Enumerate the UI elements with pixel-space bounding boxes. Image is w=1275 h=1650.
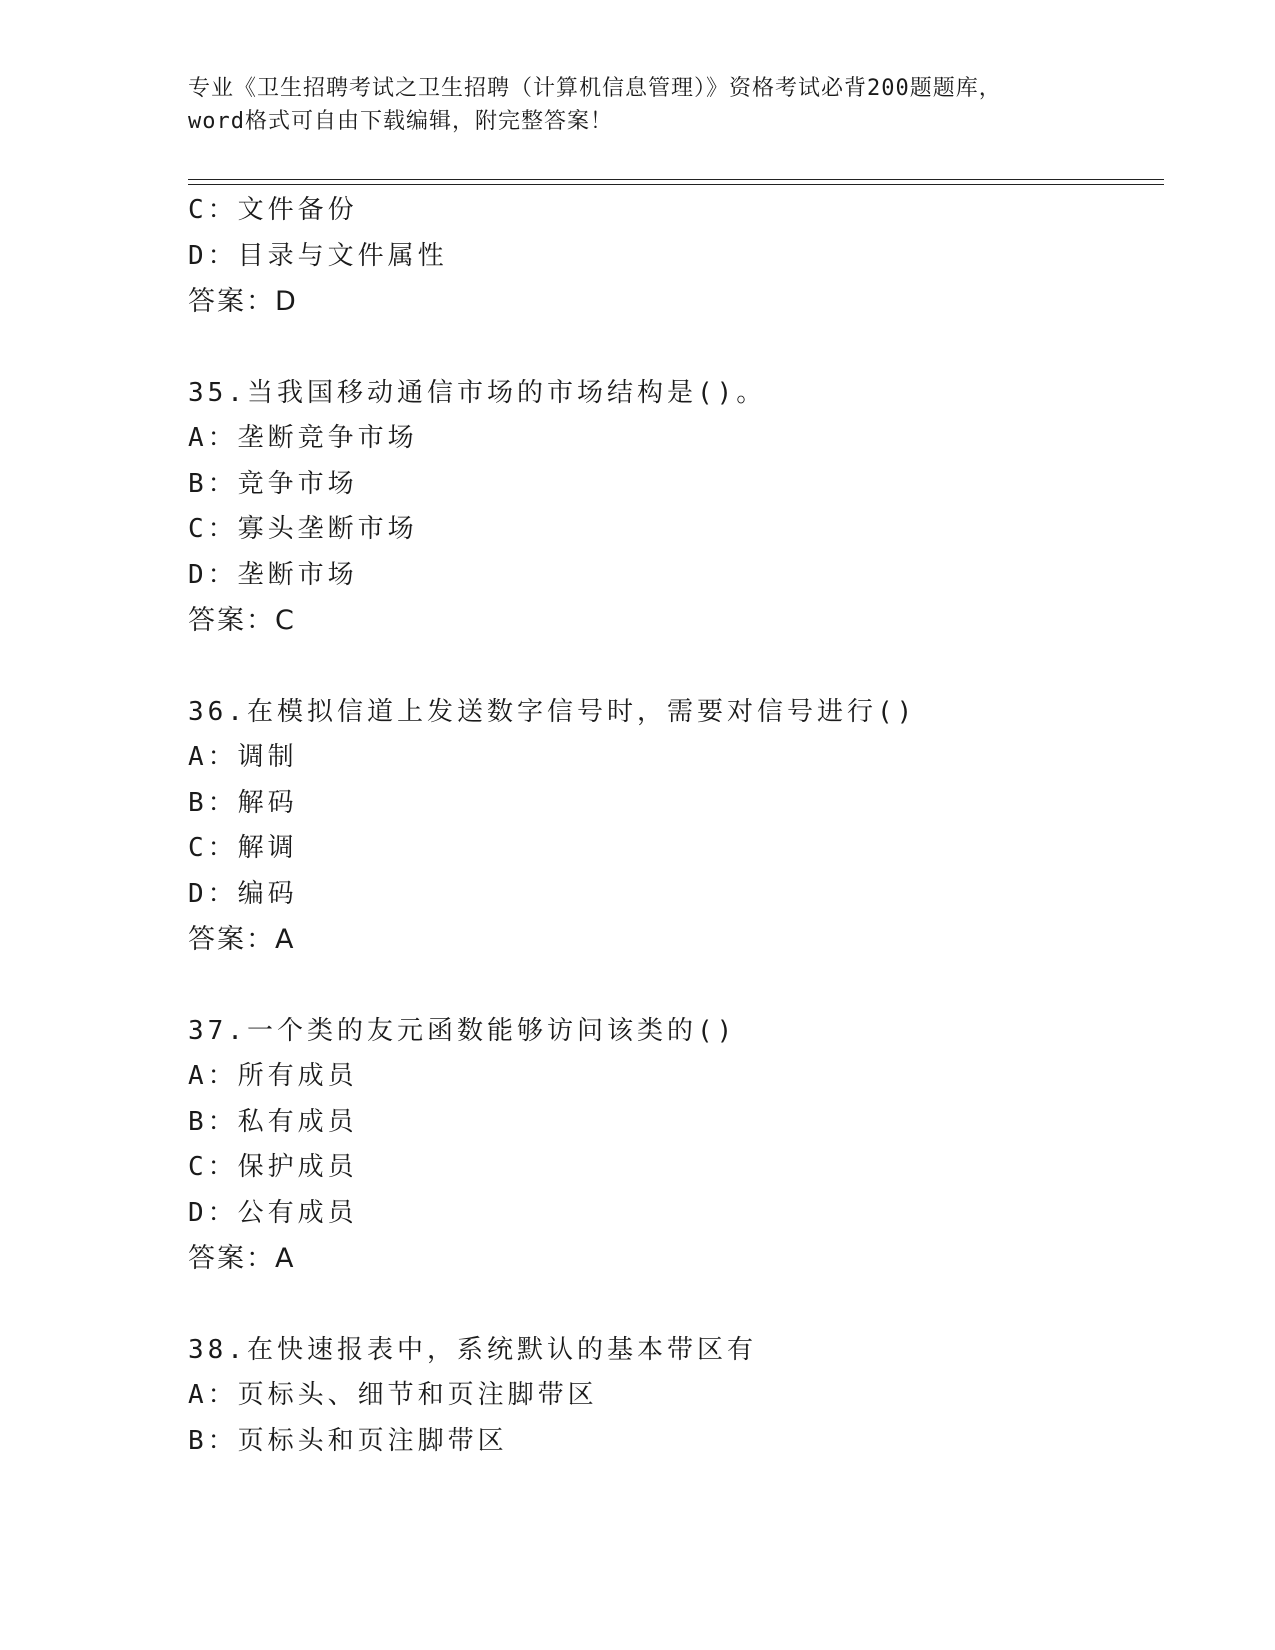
header-title-line-1: 专业《卫生招聘考试之卫生招聘（计算机信息管理）》资格考试必背200题题库， xyxy=(188,76,1002,101)
option-c: C：文件备份 xyxy=(188,195,358,225)
option-c: C：寡头垄断市场 xyxy=(188,514,418,544)
option-a: A：调制 xyxy=(188,742,298,772)
question-stem: 38.在快速报表中，系统默认的基本带区有 xyxy=(188,1334,757,1365)
spacer xyxy=(188,963,1148,1009)
option-d: D：公有成员 xyxy=(188,1197,358,1228)
option-d: D：编码 xyxy=(188,878,298,909)
option-a: A：所有成员 xyxy=(188,1061,358,1091)
header-divider-bottom xyxy=(188,184,1164,185)
header-divider-top xyxy=(188,179,1164,180)
spacer xyxy=(188,325,1148,371)
question-list xyxy=(188,188,1148,1464)
question-38 xyxy=(188,1328,1148,1465)
option-a: A：垄断竞争市场 xyxy=(188,423,418,453)
option-a: A：页标头、细节和页注脚带区 xyxy=(188,1380,598,1410)
option-c: C：解调 xyxy=(188,833,298,863)
question-stem: 37.一个类的友元函数能够访问该类的() xyxy=(188,1015,737,1046)
question-34-continuation xyxy=(188,188,1148,325)
spacer xyxy=(188,644,1148,690)
option-b: B：解码 xyxy=(188,787,298,818)
option-d: D：垄断市场 xyxy=(188,559,358,590)
option-b: B：私有成员 xyxy=(188,1106,358,1137)
option-c: C：保护成员 xyxy=(188,1152,358,1182)
question-stem: 36.在模拟信道上发送数字信号时，需要对信号进行() xyxy=(188,696,917,727)
spacer xyxy=(188,1282,1148,1328)
header-title-line-2: word格式可自由下载编辑，附完整答案！ xyxy=(188,109,613,134)
answer: 答案：A xyxy=(188,924,296,955)
answer: 答案：A xyxy=(188,1243,296,1274)
question-36 xyxy=(188,690,1148,963)
question-stem: 35.当我国移动通信市场的市场结构是()。 xyxy=(188,377,767,408)
option-b: B：页标头和页注脚带区 xyxy=(188,1425,508,1456)
question-35 xyxy=(188,371,1148,644)
option-b: B：竞争市场 xyxy=(188,468,358,499)
question-37 xyxy=(188,1009,1148,1282)
option-d: D：目录与文件属性 xyxy=(188,240,448,271)
answer: 答案：D xyxy=(188,286,298,317)
document-header xyxy=(188,72,1088,138)
answer: 答案：C xyxy=(188,605,296,636)
